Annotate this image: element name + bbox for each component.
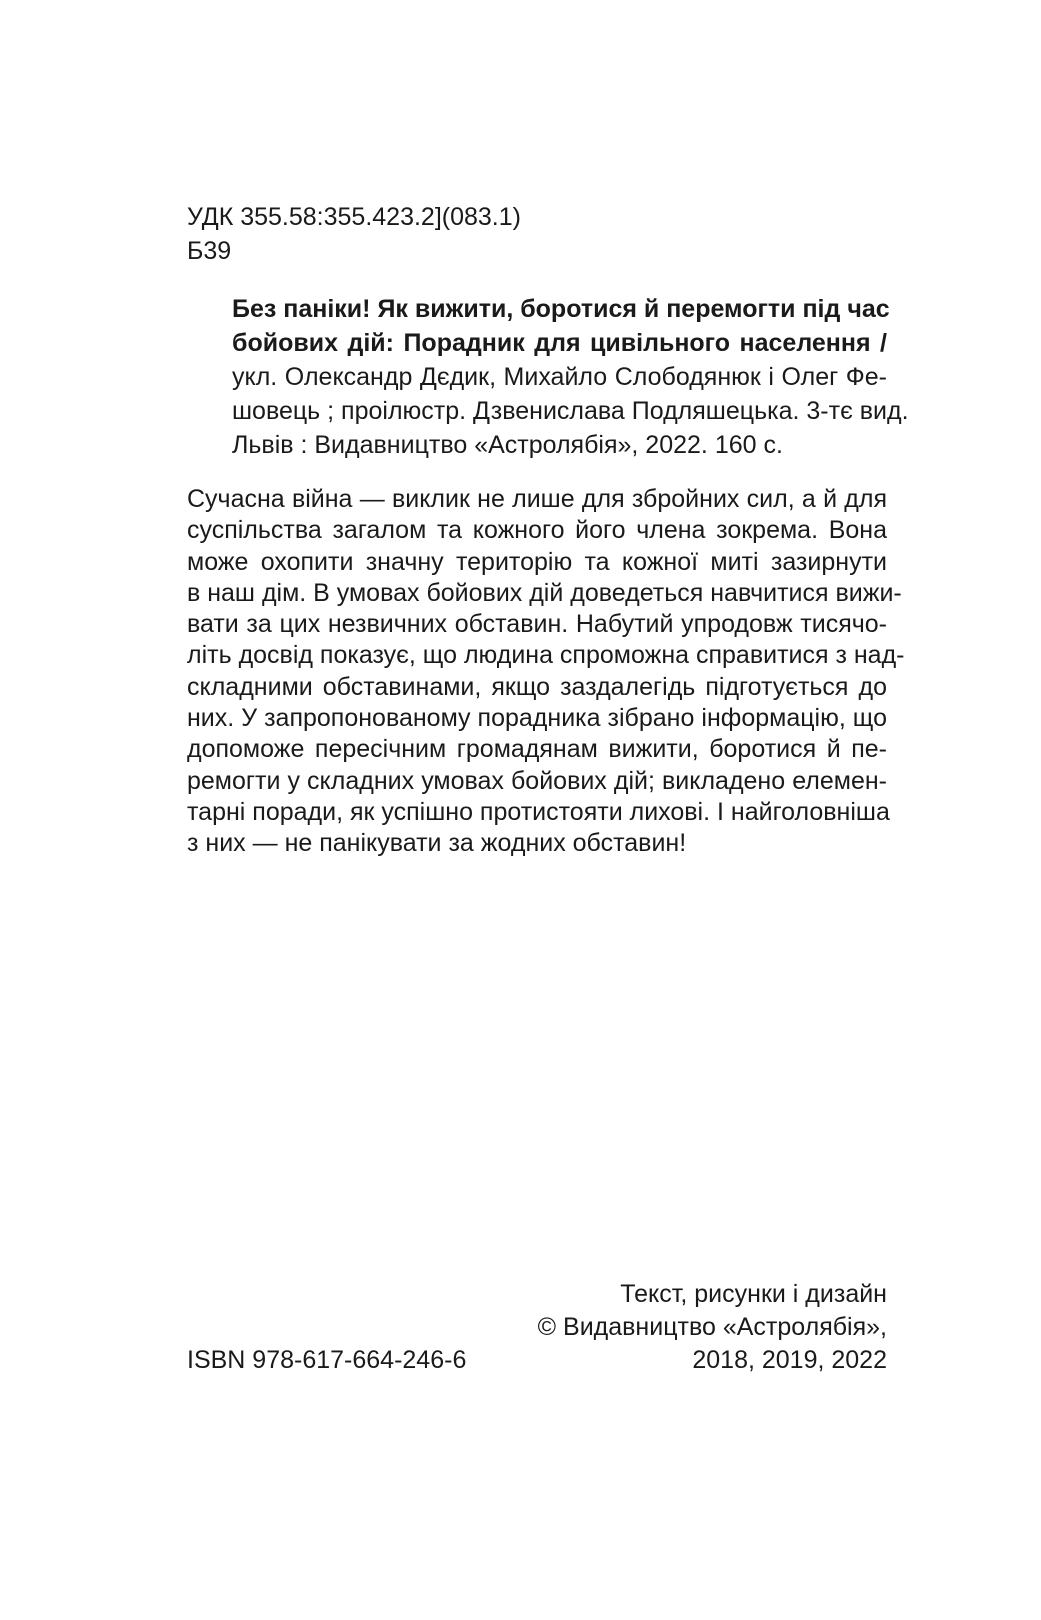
isbn: ISBN 978-617-664-246-6 (187, 1346, 467, 1374)
annotation-line: допоможе пересічним громадянам вижити, боротися й пе- (187, 735, 887, 764)
publication-line: Львів : Видавництво «Астролябія», 2022. 160 с. (232, 431, 783, 459)
annotation-line: може охопити значну територію та кожної миті зазирнути (187, 547, 887, 576)
annotation-line: тарні поради, як успішно протистояти лихові. І найголовніша (187, 797, 890, 826)
copyright-block (538, 1278, 887, 1377)
annotation-line: вати за цих незвичних обставин. Набутий упродовж тисячо- (187, 610, 887, 639)
annotation-line: в наш дім. В умовах бойових дій доведеться навчитися вижи- (187, 578, 902, 607)
bibliographic-description (232, 292, 909, 462)
annotation-line: літь досвід показує, що людина спроможна справитися з над- (187, 641, 905, 670)
author-mark: Б39 (187, 237, 232, 265)
title-line: Без паніки! Як вижити, боротися й перемогти під час (232, 295, 890, 323)
annotation-line: ремогти у складних умовах бойових дій; викладено елемен- (187, 766, 887, 795)
annotation-paragraph (187, 484, 905, 860)
copyright-line: © Видавництво «Астролябія», (537, 1313, 887, 1341)
classification-block (187, 200, 521, 268)
annotation-line: Сучасна війна — виклик не лише для збройних сил, а й для (187, 485, 887, 513)
annotation-line: них. У запропонованому порадника зібрано інформацію, що (187, 704, 887, 733)
annotation-line: з них — не панікувати за жодних обставин! (187, 829, 687, 858)
udk-code: УДК 355.58:355.423.2](083.1) (187, 203, 521, 231)
annotation-line: суспільства загалом та кожного його члена зокрема. Вона (187, 516, 887, 545)
responsibility-line: укл. Олександр Дєдик, Михайло Слободянюк і Олег Фе- (232, 363, 887, 391)
copyright-line: 2018, 2019, 2022 (692, 1346, 887, 1374)
responsibility-line: шовець ; проілюстр. Дзвенислава Подляшецька. 3-тє вид. (232, 397, 909, 425)
copyright-line: Текст, рисунки і дизайн (620, 1280, 887, 1308)
title-line: бойових дій: Порадник для цивільного населення / (232, 329, 887, 357)
annotation-line: складними обставинами, якщо заздалегідь підготується до (187, 672, 887, 701)
